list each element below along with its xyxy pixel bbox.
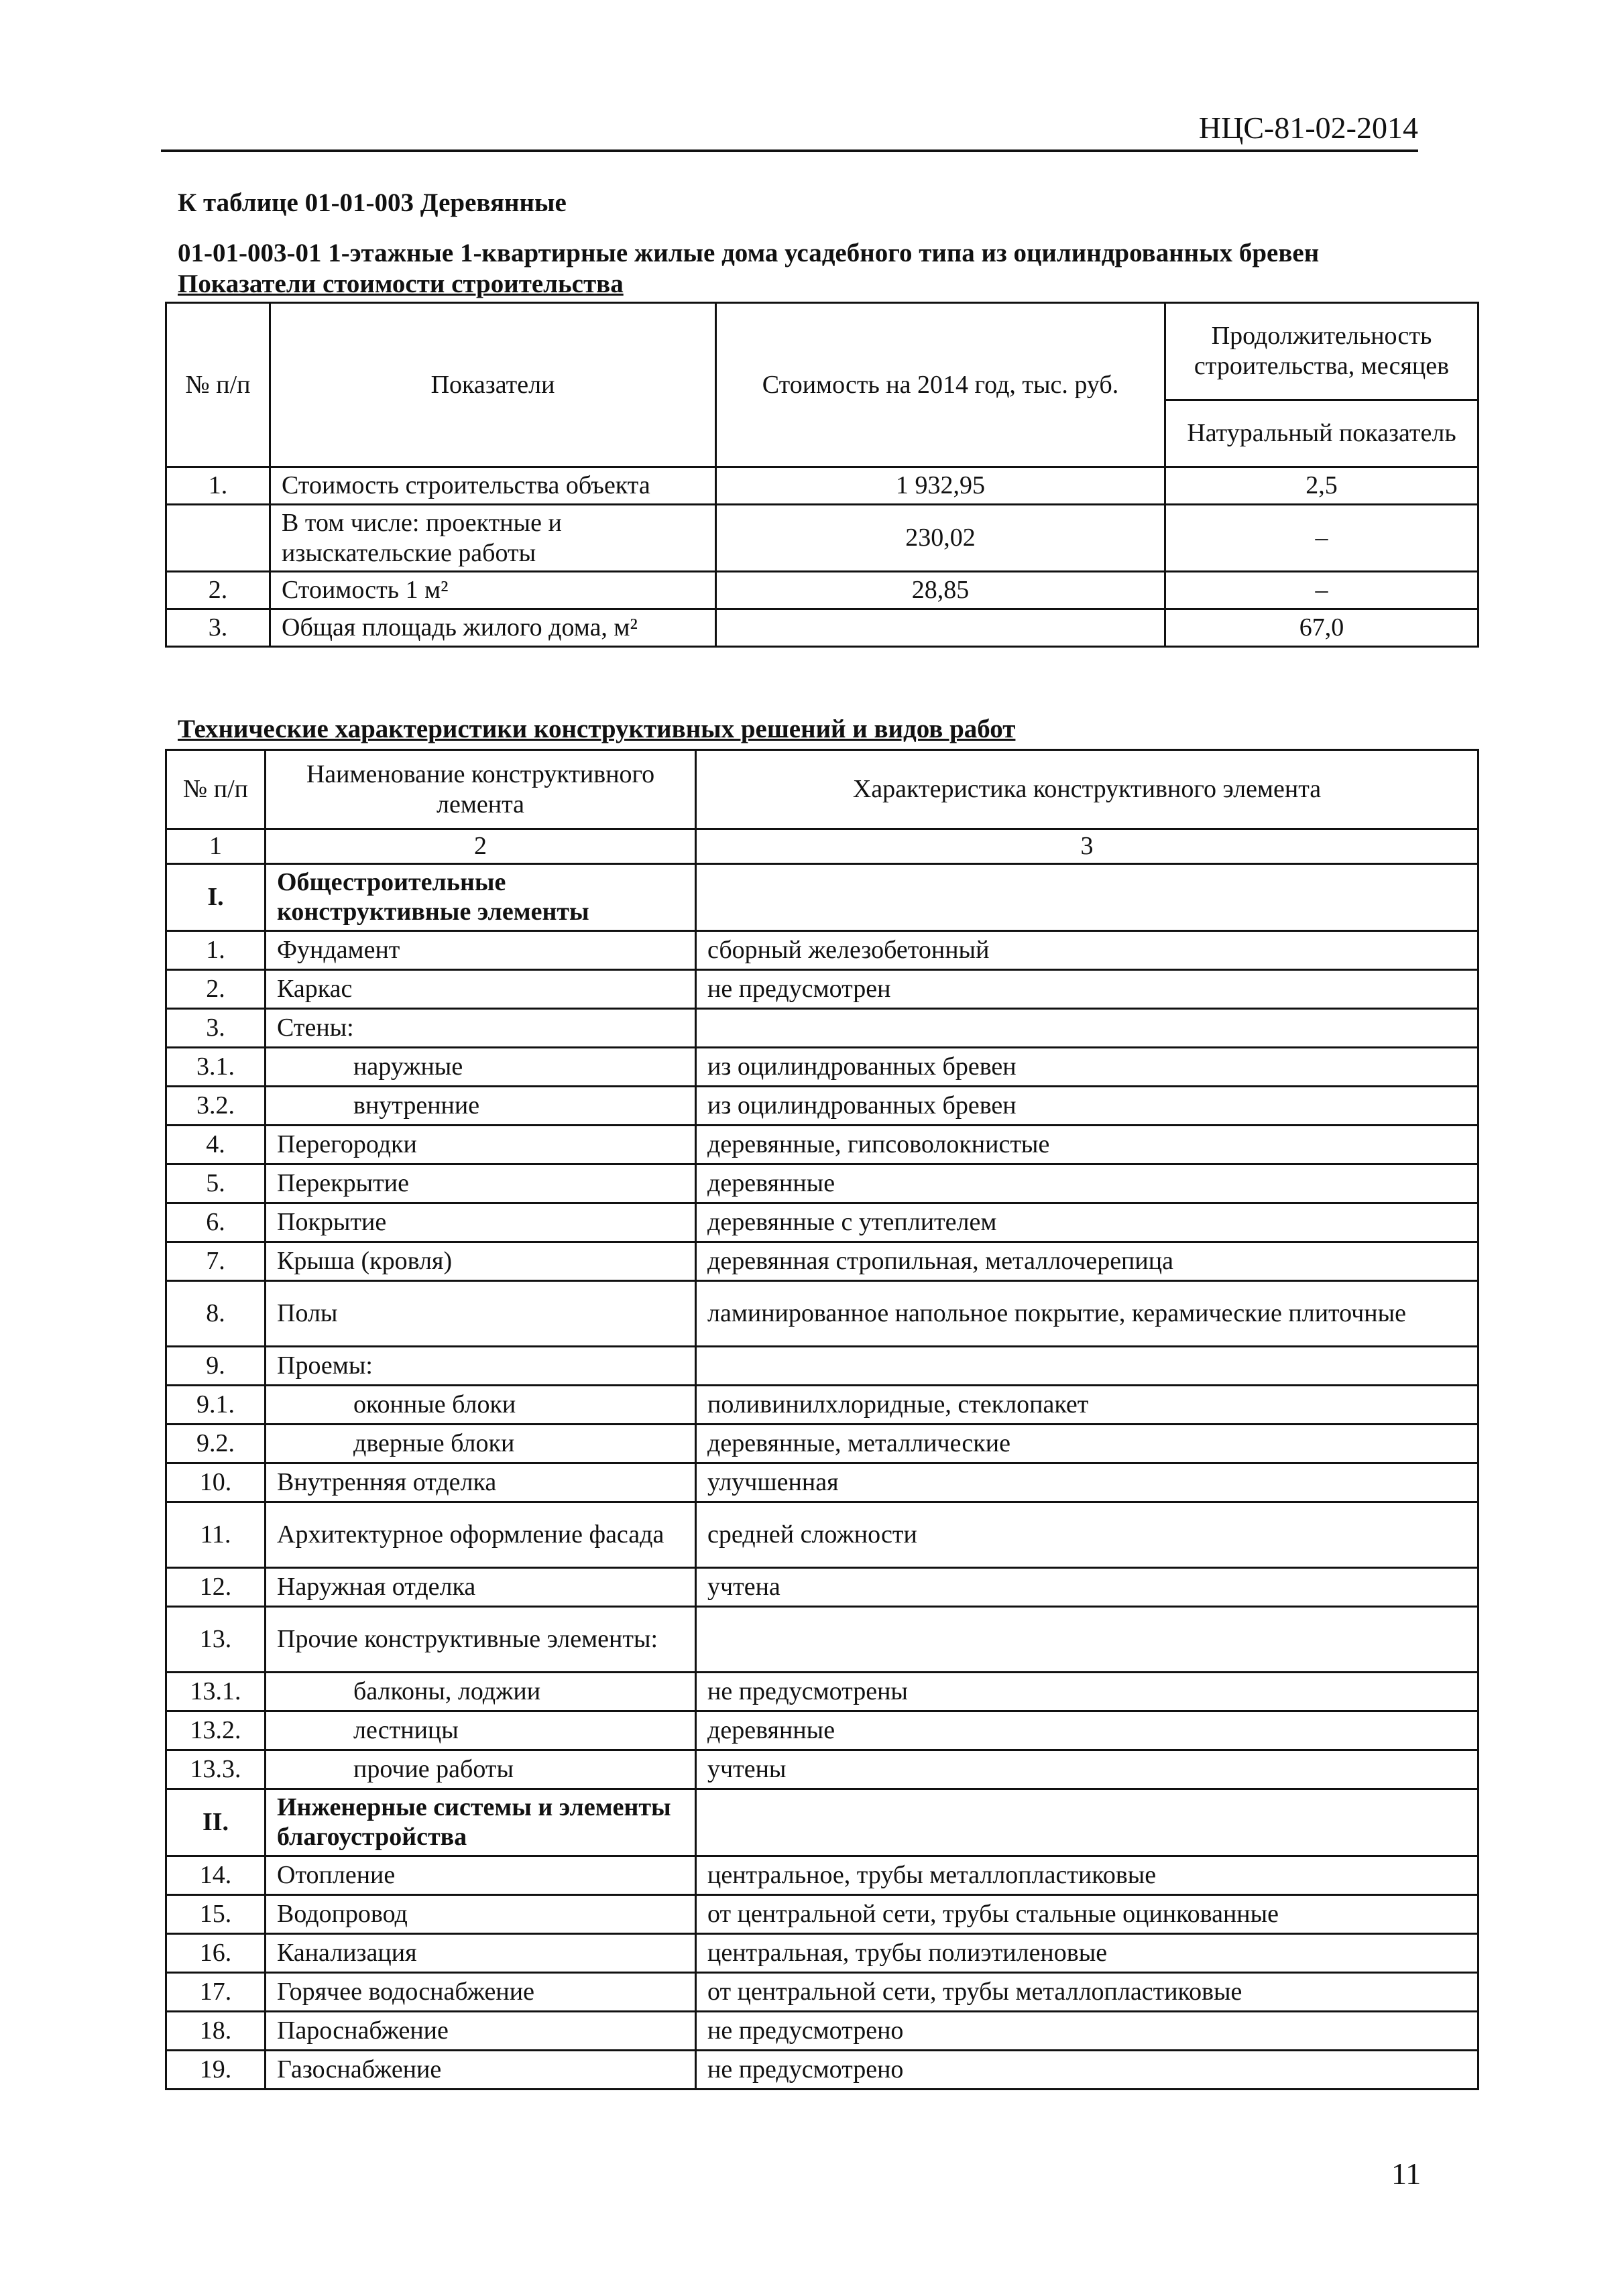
row-element-name: Покрытие	[266, 1203, 696, 1242]
row-element-name: Пароснабжение	[266, 2011, 696, 2050]
row-num: 1.	[166, 467, 270, 505]
table-reference-title: К таблице 01-01-003 Деревянные	[178, 188, 567, 217]
row-characteristic	[696, 1606, 1478, 1672]
row-value: 67,0	[1165, 609, 1478, 647]
row-element-name: внутренние	[266, 1086, 696, 1125]
row-characteristic: деревянная стропильная, металлочерепица	[696, 1242, 1478, 1280]
row-element-name: Перегородки	[266, 1125, 696, 1164]
row-characteristic: учтена	[696, 1567, 1478, 1606]
table-row	[166, 1750, 1478, 1789]
row-characteristic: деревянные с утеплителем	[696, 1203, 1478, 1242]
table-row	[166, 1567, 1478, 1606]
row-element-name: Внутренняя отделка	[266, 1463, 696, 1502]
row-name: Общая площадь жилого дома, м²	[270, 609, 716, 647]
row-num: 1.	[166, 930, 266, 969]
row-value: –	[1165, 572, 1478, 609]
row-characteristic: поливинилхлоридные, стеклопакет	[696, 1385, 1478, 1424]
table-row	[166, 1203, 1478, 1242]
table-row	[166, 1280, 1478, 1346]
row-element-name: Фундамент	[266, 930, 696, 969]
table-row	[166, 1894, 1478, 1933]
row-element-name: дверные блоки	[266, 1424, 696, 1463]
row-element-name: оконные блоки	[266, 1385, 696, 1424]
row-characteristic: из оцилиндрованных бревен	[696, 1047, 1478, 1086]
row-element-name: Канализация	[266, 1933, 696, 1972]
row-value: –	[1165, 505, 1478, 572]
table-row	[166, 1385, 1478, 1424]
row-num: 14.	[166, 1856, 266, 1894]
row-num: II.	[166, 1789, 266, 1856]
table-row	[166, 1164, 1478, 1203]
row-characteristic: не предусмотрено	[696, 2050, 1478, 2089]
table-row	[166, 2050, 1478, 2089]
row-num: 13.	[166, 1606, 266, 1672]
col-number: 3	[696, 829, 1478, 864]
row-element-name: Проемы:	[266, 1346, 696, 1385]
row-num	[166, 505, 270, 572]
row-element-name: Полы	[266, 1280, 696, 1346]
row-element-name: Стены:	[266, 1008, 696, 1047]
row-element-name: Архитектурное оформление фасада	[266, 1502, 696, 1567]
row-num: 18.	[166, 2011, 266, 2050]
row-num: 15.	[166, 1894, 266, 1933]
row-characteristic: деревянные	[696, 1711, 1478, 1750]
table-row	[166, 1086, 1478, 1125]
section-row	[166, 1789, 1478, 1856]
row-value: 2,5	[1165, 467, 1478, 505]
row-element-name: прочие работы	[266, 1750, 696, 1789]
row-num: 3.1.	[166, 1047, 266, 1086]
row-characteristic	[696, 863, 1478, 930]
table-row	[166, 1972, 1478, 2011]
table-row	[166, 969, 1478, 1008]
row-element-name: Крыша (кровля)	[266, 1242, 696, 1280]
header-num: № п/п	[166, 303, 270, 467]
table-row	[166, 1606, 1478, 1672]
row-characteristic: деревянные, гипсоволокнистые	[696, 1125, 1478, 1164]
row-element-name: наружные	[266, 1047, 696, 1086]
row-element-name: Общестроительные конструктивные элементы	[266, 863, 696, 930]
row-characteristic: от центральной сети, трубы стальные оцинкованные	[696, 1894, 1478, 1933]
row-characteristic: учтены	[696, 1750, 1478, 1789]
table-row	[166, 609, 1478, 647]
row-num: 2.	[166, 969, 266, 1008]
row-element-name: балконы, лоджии	[266, 1672, 696, 1711]
row-cost	[716, 609, 1165, 647]
row-characteristic: не предусмотрен	[696, 969, 1478, 1008]
row-num: 13.1.	[166, 1672, 266, 1711]
row-characteristic: не предусмотрено	[696, 2011, 1478, 2050]
row-element-name: Перекрытие	[266, 1164, 696, 1203]
header-num: № п/п	[166, 750, 266, 829]
header-duration: Продолжительность строительства, месяцев	[1165, 303, 1478, 400]
table-row	[166, 505, 1478, 572]
header-indicator: Показатели	[270, 303, 716, 467]
row-element-name: Газоснабжение	[266, 2050, 696, 2089]
row-characteristic	[696, 1346, 1478, 1385]
row-characteristic: центральное, трубы металлопластиковые	[696, 1856, 1478, 1894]
row-num: 10.	[166, 1463, 266, 1502]
header-element: Наименование конструктивного лемента	[266, 750, 696, 829]
row-name: Стоимость 1 м²	[270, 572, 716, 609]
row-element-name: Инженерные системы и элементы благоустройства	[266, 1789, 696, 1856]
row-characteristic: из оцилиндрованных бревен	[696, 1086, 1478, 1125]
table-row	[166, 467, 1478, 505]
table-row	[166, 1424, 1478, 1463]
row-characteristic: от центральной сети, трубы металлопластиковые	[696, 1972, 1478, 2011]
row-characteristic: средней сложности	[696, 1502, 1478, 1567]
row-element-name: Водопровод	[266, 1894, 696, 1933]
row-element-name: Наружная отделка	[266, 1567, 696, 1606]
header-natural: Натуральный показатель	[1165, 400, 1478, 467]
row-num: 9.2.	[166, 1424, 266, 1463]
row-cost: 230,02	[716, 505, 1165, 572]
table-row	[166, 1047, 1478, 1086]
table-row	[166, 1463, 1478, 1502]
row-characteristic: деревянные, металлические	[696, 1424, 1478, 1463]
col-number: 1	[166, 829, 266, 864]
row-num: 19.	[166, 2050, 266, 2089]
col-number: 2	[266, 829, 696, 864]
subtitle: 01-01-003-01 1-этажные 1-квартирные жилые дома усадебного типа из оцилиндрованных бревен	[178, 239, 1320, 267]
row-num: 13.2.	[166, 1711, 266, 1750]
table-row	[166, 1242, 1478, 1280]
row-element-name: Каркас	[266, 969, 696, 1008]
row-num: 9.1.	[166, 1385, 266, 1424]
row-num: 6.	[166, 1203, 266, 1242]
row-num: 4.	[166, 1125, 266, 1164]
row-num: 2.	[166, 572, 270, 609]
tech-table	[165, 749, 1479, 2090]
header-cost: Стоимость на 2014 год, тыс. руб.	[716, 303, 1165, 467]
row-characteristic: улучшенная	[696, 1463, 1478, 1502]
row-characteristic	[696, 1789, 1478, 1856]
header-characteristic: Характеристика конструктивного элемента	[696, 750, 1478, 829]
page-number: 11	[1391, 2157, 1422, 2191]
row-num: 12.	[166, 1567, 266, 1606]
row-num: 3.	[166, 1008, 266, 1047]
table-row	[166, 930, 1478, 969]
row-num: 11.	[166, 1502, 266, 1567]
row-name: В том числе: проектные и изыскательские работы	[270, 505, 716, 572]
header-rule	[161, 149, 1418, 152]
row-element-name: лестницы	[266, 1711, 696, 1750]
table-row	[166, 2011, 1478, 2050]
row-num: 17.	[166, 1972, 266, 2011]
row-num: 8.	[166, 1280, 266, 1346]
table-row	[166, 1856, 1478, 1894]
row-num: 3.	[166, 609, 270, 647]
table-row	[166, 1346, 1478, 1385]
row-characteristic: центральная, трубы полиэтиленовые	[696, 1933, 1478, 1972]
table-row	[166, 1711, 1478, 1750]
table-row	[166, 1502, 1478, 1567]
row-characteristic: сборный железобетонный	[696, 930, 1478, 969]
row-element-name: Отопление	[266, 1856, 696, 1894]
row-characteristic: деревянные	[696, 1164, 1478, 1203]
table-row	[166, 1125, 1478, 1164]
row-element-name: Прочие конструктивные элементы:	[266, 1606, 696, 1672]
row-characteristic: не предусмотрены	[696, 1672, 1478, 1711]
row-name: Стоимость строительства объекта	[270, 467, 716, 505]
row-num: 7.	[166, 1242, 266, 1280]
row-characteristic: ламинированное напольное покрытие, керамические плиточные	[696, 1280, 1478, 1346]
row-num: 13.3.	[166, 1750, 266, 1789]
row-num: I.	[166, 863, 266, 930]
table-row	[166, 1672, 1478, 1711]
costs-title: Показатели стоимости строительства	[178, 269, 624, 298]
row-cost: 1 932,95	[716, 467, 1165, 505]
row-characteristic	[696, 1008, 1478, 1047]
row-num: 9.	[166, 1346, 266, 1385]
document-code: НЦС-81-02-2014	[1198, 111, 1418, 145]
row-element-name: Горячее водоснабжение	[266, 1972, 696, 2011]
row-num: 3.2.	[166, 1086, 266, 1125]
table-row	[166, 572, 1478, 609]
section-row	[166, 863, 1478, 930]
table-row	[166, 1008, 1478, 1047]
row-cost: 28,85	[716, 572, 1165, 609]
tech-title: Технические характеристики конструктивных решений и видов работ	[178, 715, 1016, 743]
cost-table	[165, 302, 1479, 648]
row-num: 16.	[166, 1933, 266, 1972]
table-row	[166, 1933, 1478, 1972]
row-num: 5.	[166, 1164, 266, 1203]
